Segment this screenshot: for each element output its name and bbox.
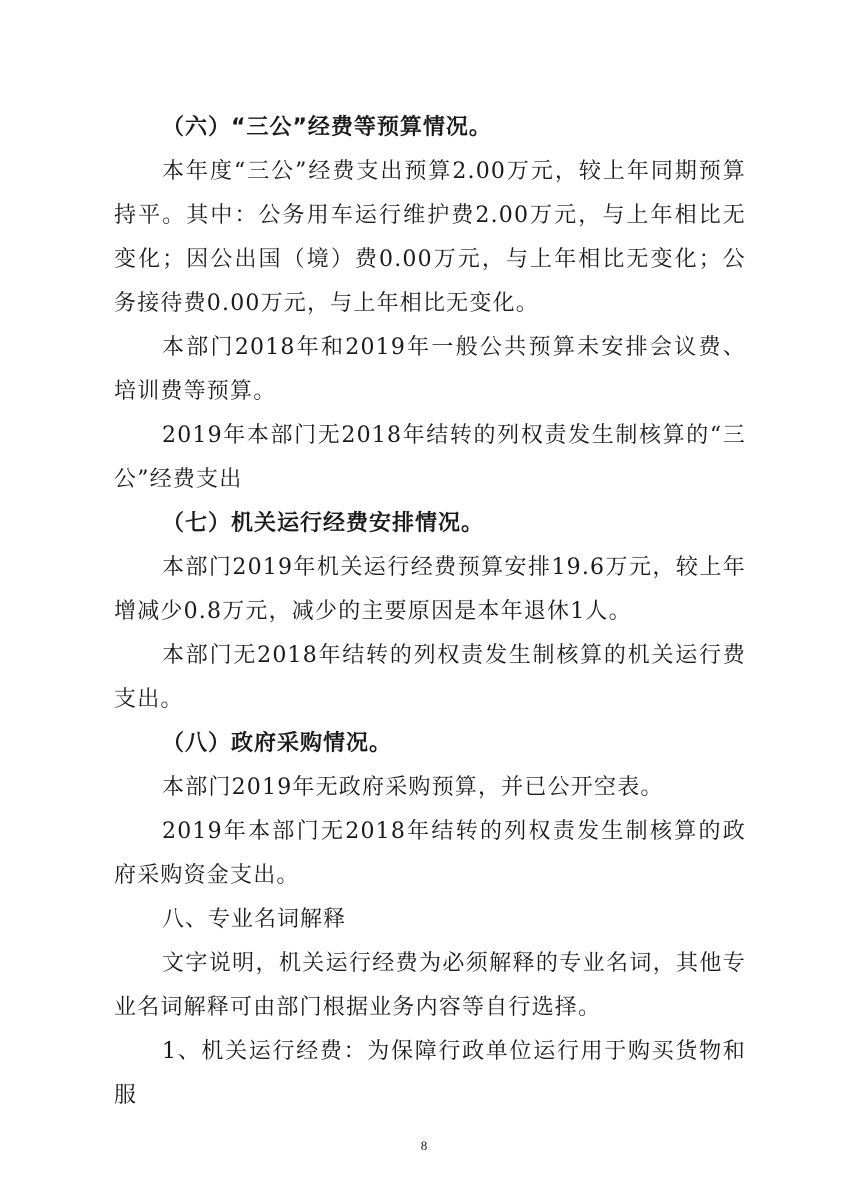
paragraph-carryover-three-public: 2019年本部门无2018年结转的列权责发生制核算的“三公”经费支出	[114, 423, 746, 492]
paragraph-meeting-training: 本部门2018年和2019年一般公共预算未安排会议费、培训费等预算。	[114, 335, 746, 404]
paragraph-carryover-procurement: 2019年本部门无2018年结转的列权责发生制核算的政府采购资金支出。	[114, 819, 746, 888]
paragraph-terms-explanation: 文字说明，机关运行经费为必须解释的专业名词，其他专业名词解释可由部门根据业务内容等自行选择。	[114, 951, 746, 1020]
section-heading-terms: 八、专业名词解释	[162, 907, 347, 932]
paragraph-three-public-budget: 本年度“三公”经费支出预算2.00万元，较上年同期预算持平。其中：公务用车运行维护费2.00万元，与上年相比无变化；因公出国（境）费0.00万元，与上年相比无变化；公务接待费0.00万元，与上年相比无变化。	[114, 159, 746, 316]
section-heading-six: （六）“三公”经费等预算情况。	[162, 115, 492, 140]
paragraph-term-operating-expense: 1、机关运行经费：为保障行政单位运行用于购买货物和服	[114, 1039, 746, 1108]
document-body	[114, 106, 746, 1118]
paragraph-procurement-budget: 本部门2019年无政府采购预算，并已公开空表。	[162, 775, 664, 800]
section-heading-seven: （七）机关运行经费安排情况。	[162, 511, 485, 536]
paragraph-carryover-operating: 本部门无2018年结转的列权责发生制核算的机关运行费支出。	[114, 643, 746, 712]
section-heading-eight-procurement: （八）政府采购情况。	[162, 731, 393, 756]
page-number: 8	[420, 1138, 428, 1153]
paragraph-operating-expense: 本部门2019年机关运行经费预算安排19.6万元，较上年增减少0.8万元，减少的主要原因是本年退休1人。	[114, 555, 746, 624]
